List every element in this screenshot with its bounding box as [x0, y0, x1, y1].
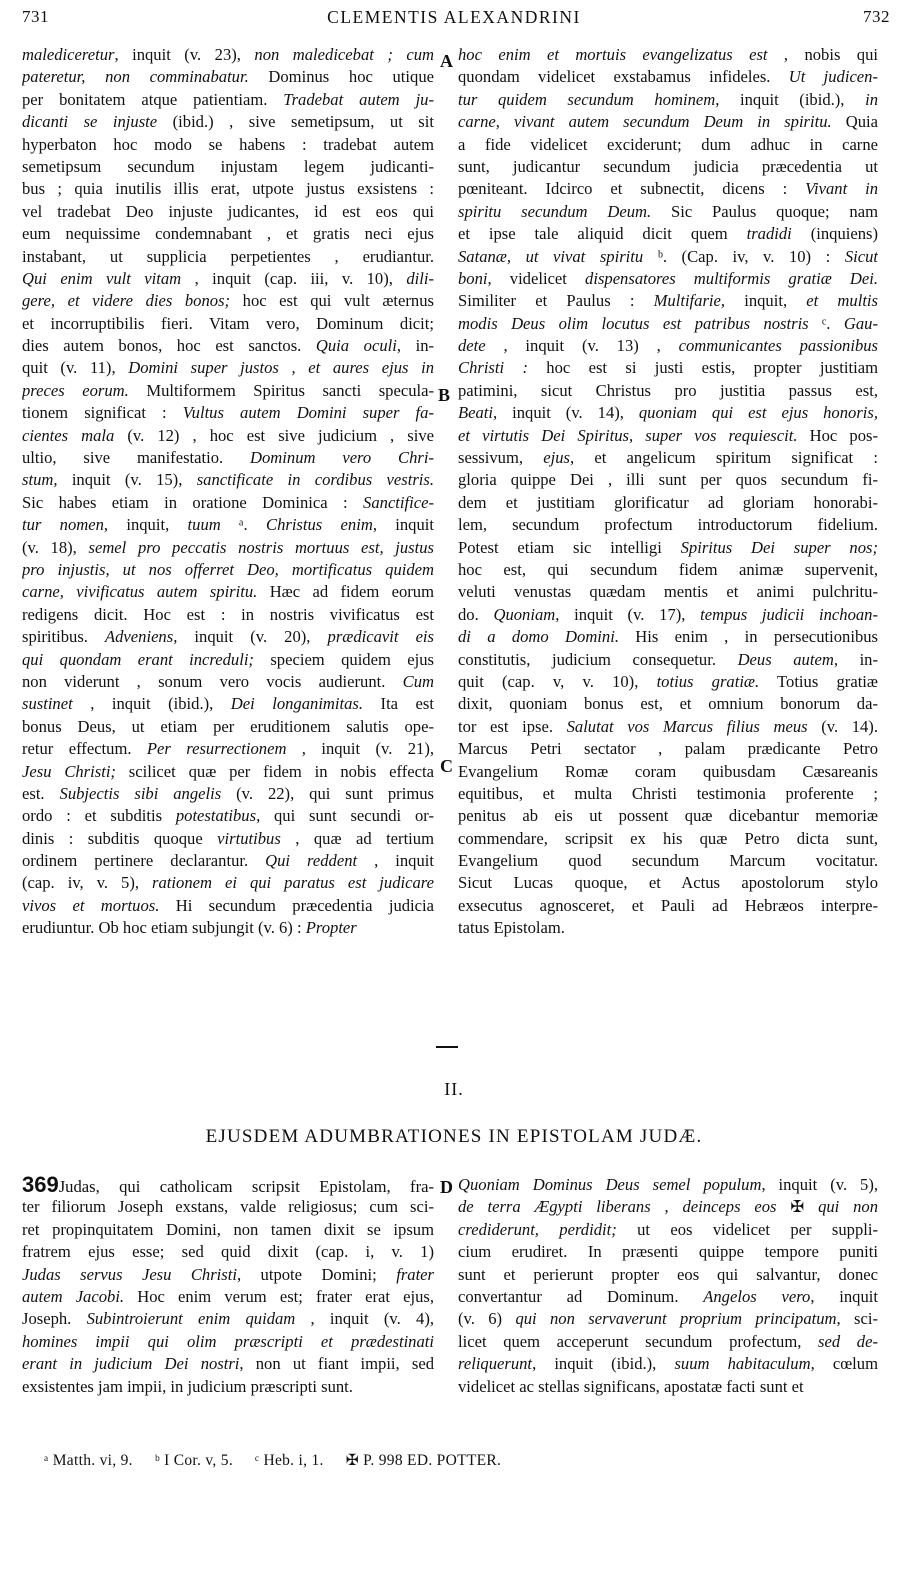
text-line: patimini, sicut Christus pro justitia passus est,	[458, 380, 878, 400]
text-line: 369Judas, qui catholicam scripsit Epistolam, fra-	[22, 1174, 434, 1197]
text-line: tor est ipse. Salutat vos Marcus filius meus (v. 14).	[458, 716, 878, 736]
text-line: dem et justitiam glorificatur ad gloriam honorabi-	[458, 492, 878, 512]
text-line: Jesu Christi; scilicet quæ per fidem in nobis effecta	[22, 761, 434, 781]
text-line: erudiuntur. Ob hoc etiam subjungit (v. 6) : Propter	[22, 918, 357, 938]
text-line: carne, vivificatus autem spiritu. Hæc ad fidem eorum	[22, 582, 434, 602]
text-line: et virtutis Dei Spiritus, super vos requiescit. Hoc pos-	[458, 425, 878, 445]
text-line: ordinem pertinere declarantur. Qui reddent , inquit	[22, 851, 434, 871]
footnotes	[44, 1450, 523, 1472]
text-line: Evangelium Romæ coram quibusdam Cæsareanis	[458, 761, 878, 781]
text-line: equitibus, et multa Christi testimonia proferente ;	[458, 783, 878, 803]
text-line: Similiter et Paulus : Multifarie, inquit, et multis	[458, 291, 878, 311]
text-line: quit (cap. v, v. 10), totius gratiæ. Totius gratiæ	[458, 671, 878, 691]
text-line: modis Deus olim locutus est patribus nostris ᶜ. Gau-	[458, 313, 878, 333]
text-line: Quoniam Dominus Deus semel populum, inquit (v. 5),	[458, 1175, 878, 1194]
column-number: 369	[22, 1174, 59, 1197]
section-title: EJUSDEM ADUMBRATIONES IN EPISTOLAM JUDÆ.	[205, 1126, 703, 1147]
text-line: bus ; quia inutilis illis erat, utpote justus exsistens :	[22, 179, 434, 199]
text-line: bonus Deus, ut etiam per eruditionem salutis ope-	[22, 716, 434, 736]
text-line: dinis : subditis quoque virtutibus , quæ ad tertium	[22, 828, 434, 848]
text-line: redigens dicit. Hoc est : in nostris vivificatus est	[22, 604, 434, 624]
text-line: reliquerunt, inquit (ibid.), suum habitaculum, cœlum	[458, 1354, 878, 1374]
text-line: stum, inquit (v. 15), sanctificate in cordibus vestris.	[22, 470, 434, 490]
text-line: est. Subjectis sibi angelis (v. 22), qui sunt primus	[22, 783, 434, 803]
text-line: veluti venustas quædam mentis et animi pulchritu-	[458, 582, 878, 602]
page-number-left: 731	[22, 7, 49, 26]
text-line: convertantur ad Dominum. Angelos vero, inquit	[458, 1286, 878, 1306]
text-line: dixit, quoniam bonus est, et omnium bonorum da-	[458, 694, 878, 714]
text-line: tur nomen, inquit, tuum ᵃ. Christus enim, inquit	[22, 515, 434, 535]
text-line: et incorruptibilis fieri. Vitam vero, Dominum dicit;	[22, 313, 434, 333]
text-line: semetipsum secundum injustam legem judicanti-	[22, 156, 434, 176]
text-line: cientes mala (v. 12) , hoc est sive judicium , sive	[22, 425, 434, 445]
section-divider	[436, 1046, 458, 1048]
running-title: CLEMENTIS ALEXANDRINI	[327, 7, 581, 27]
text-line: hoc enim et mortuis evangelizatus est , nobis qui	[458, 45, 878, 64]
footnote: ᵃ Matth. vi, 9.	[44, 1452, 133, 1469]
text-line: di a domo Domini. His enim , in persecutionibus	[458, 627, 878, 647]
lower-right-column	[458, 1174, 878, 1398]
text-line: commendare, scripsit ex his quæ Petro dicta sunt,	[458, 828, 878, 848]
text-line: Marcus Petri sectator , palam prædicante Petro	[458, 739, 878, 759]
text-line: per bonitatem atque patientiam. Tradebat autem ju-	[22, 89, 434, 109]
text-line: ter filiorum Joseph exstans, valde religiosus; cum sci-	[22, 1197, 434, 1217]
text-line: ultio, sive manifestatio. Dominum vero Chri-	[22, 448, 434, 468]
margin-letter-d: D	[440, 1177, 453, 1197]
text-line: (cap. iv, v. 5), rationem ei qui paratus est judicare	[22, 873, 434, 893]
text-line: exsistentes jam impii, in judicium præscripti sunt.	[22, 1376, 353, 1396]
text-line: Sicut Lucas quoque, et Actus apostolorum stylo	[458, 873, 878, 893]
text-line: crediderunt, perdidit; ut eos videlicet per suppli-	[458, 1219, 878, 1239]
text-line: pœniteant. Idcirco et subnectit, dicens : Vivant in	[458, 179, 878, 199]
text-line: penitus ab eis ut possent quæ dicebantur memoriæ	[458, 806, 878, 826]
text-line: non viderunt , sonum vero vocis audierunt. Cum	[22, 671, 434, 691]
text-line: (v. 18), semel pro peccatis nostris mortuus est, justus	[22, 537, 434, 557]
text-line: vel tradebat Deo injuste judicantes, id est eos qui	[22, 201, 434, 221]
text-line: vivos et mortuos. Hi secundum præcedentia judicia	[22, 895, 434, 915]
text-line: cium erudiret. In præsenti quippe tempore puniti	[458, 1242, 878, 1262]
text-line: ret propinquitatem Domini, non tamen dixit se ipsum	[22, 1219, 434, 1239]
text-line: Beati, inquit (v. 14), quoniam qui est ejus honoris,	[458, 403, 878, 423]
footnote: ✠ P. 998 ED. POTTER.	[345, 1452, 502, 1469]
text-line: dies autem bonos, hoc est sanctos. Quia oculi, in-	[22, 336, 434, 356]
text-line: Qui enim vult vitam , inquit (cap. iii, v. 10), dili-	[22, 268, 434, 288]
text-line: sustinet , inquit (ibid.), Dei longanimitas. Ita est	[22, 694, 434, 714]
text-line: Christi : hoc est si justi estis, propter justitiam	[458, 358, 878, 378]
text-line: (v. 6) qui non servaverunt proprium principatum, sci-	[458, 1309, 878, 1329]
text-line: boni, videlicet dispensatores multiformis gratiæ Dei.	[458, 268, 878, 288]
text-line: sunt, judicantur secundum judicia præcedentia ut	[458, 156, 878, 176]
text-line: de terra Ægypti liberans , deinceps eos ✠ qui non	[458, 1197, 878, 1217]
text-line: qui quondam erant increduli; speciem quidem ejus	[22, 649, 434, 669]
page-number-right: 732	[863, 7, 890, 26]
text-line: constitutis, judicium consequetur. Deus autem, in-	[458, 649, 878, 669]
text-line: quit (v. 11), Domini super justos , et aures ejus in	[22, 358, 434, 378]
text-line: eum nequissime condemnabant , et gratis neci ejus	[22, 224, 434, 244]
text-line: Satanæ, ut vivat spiritu ᵇ. (Cap. iv, v. 10) : Sicut	[458, 246, 878, 266]
text-line: exsecutus agnosceret, et Pauli ad Hebræos interpre-	[458, 895, 878, 915]
text-line: tatus Epistolam.	[458, 918, 565, 938]
footnote: ᵇ I Cor. v, 5.	[154, 1452, 234, 1469]
margin-letter-b: B	[438, 385, 451, 405]
text-line: pateretur, non comminabatur. Dominus hoc utique	[22, 67, 434, 87]
text-line: a fide videlicet exciderunt; dum adhuc in carne	[458, 134, 878, 154]
text-line: quondam videlicet exstabamus infideles. Ut judicen-	[458, 67, 878, 87]
text-line: erant in judicium Dei nostri, non ut fiant impii, sed	[22, 1354, 434, 1374]
text-line: lem, secundum profectum introductorum fidelium.	[458, 515, 878, 535]
text-line: spiritu secundum Deum. Sic Paulus quoque; nam	[458, 201, 878, 221]
text-line: gere, et videre dies bonos; hoc est qui vult æternus	[22, 291, 434, 311]
text-line: Judas servus Jesu Christi, utpote Domini; frater	[22, 1264, 434, 1284]
upper-left-column	[22, 44, 434, 940]
text-line: hyperbaton hoc modo se habens : tradebat autem	[22, 134, 434, 154]
text-line: preces eorum. Multiformem Spiritus sancti specula-	[22, 380, 434, 400]
text-line: spiritibus. Adveniens, inquit (v. 20), prædicavit eis	[22, 627, 434, 647]
margin-letter-c: C	[440, 756, 453, 776]
text-line: tur quidem secundum hominem, inquit (ibid.), in	[458, 89, 878, 109]
text-line: autem Jacobi. Hoc enim verum est; frater erat ejus,	[22, 1286, 434, 1306]
text-line: hoc est, qui secundum fidem animæ supervenit,	[458, 559, 878, 579]
text-line: carne, vivant autem secundum Deum in spiritu. Quia	[458, 112, 878, 132]
text-line: sunt et perierunt propter eos qui salvantur, donec	[458, 1264, 878, 1284]
section-number: II.	[444, 1079, 464, 1099]
text-line: malediceretur, inquit (v. 23), non maledicebat ; cum	[22, 45, 434, 64]
text-line: Joseph. Subintroierunt enim quidam , inquit (v. 4),	[22, 1309, 434, 1329]
text-line: fratrem ejus esse; sed quid dixit (cap. i, v. 1)	[22, 1242, 434, 1262]
text-line: videlicet ac stellas significans, apostatæ facti sunt et	[458, 1376, 804, 1396]
text-line: do. Quoniam, inquit (v. 17), tempus judicii inchoan-	[458, 604, 878, 624]
upper-right-column	[458, 44, 878, 940]
margin-letter-a: A	[440, 51, 453, 71]
text-line: pro injustis, ut nos offerret Deo, mortificatus quidem	[22, 559, 434, 579]
footnote: ᶜ Heb. i, 1.	[255, 1452, 324, 1469]
text-line: dicanti se injuste (ibid.) , sive semetipsum, ut sit	[22, 112, 434, 132]
text-line: licet quem acceperunt secundum profectum, sed de-	[458, 1331, 878, 1351]
text-line: homines impii qui olim præscripti et prædestinati	[22, 1331, 434, 1351]
text-line: et ipse tale aliquid dicit quem tradidi (inquiens)	[458, 224, 878, 244]
text-line: dete , inquit (v. 13) , communicantes passionibus	[458, 336, 878, 356]
text-line: sessivum, ejus, et angelicum spiritum significat :	[458, 448, 878, 468]
lower-left-column	[22, 1174, 434, 1398]
text-line: Sic habes etiam in oratione Dominica : Sanctifice-	[22, 492, 434, 512]
text-line: instabant, ut supplicia perpetientes , erudiantur.	[22, 246, 434, 266]
page-header	[0, 6, 908, 32]
text-line: retur effectum. Per resurrectionem , inquit (v. 21),	[22, 739, 434, 759]
text-line: ordo : et subditis potestatibus, qui sunt secundi or-	[22, 806, 434, 826]
text-line: tionem significat : Vultus autem Domini super fa-	[22, 403, 434, 423]
text-line: Evangelium quod secundum Marcum vocitatur.	[458, 851, 878, 871]
text-line: gloria quippe Dei , illi sunt per quos secundum fi-	[458, 470, 878, 490]
text-line: Potest etiam sic intelligi Spiritus Dei super nos;	[458, 537, 878, 557]
